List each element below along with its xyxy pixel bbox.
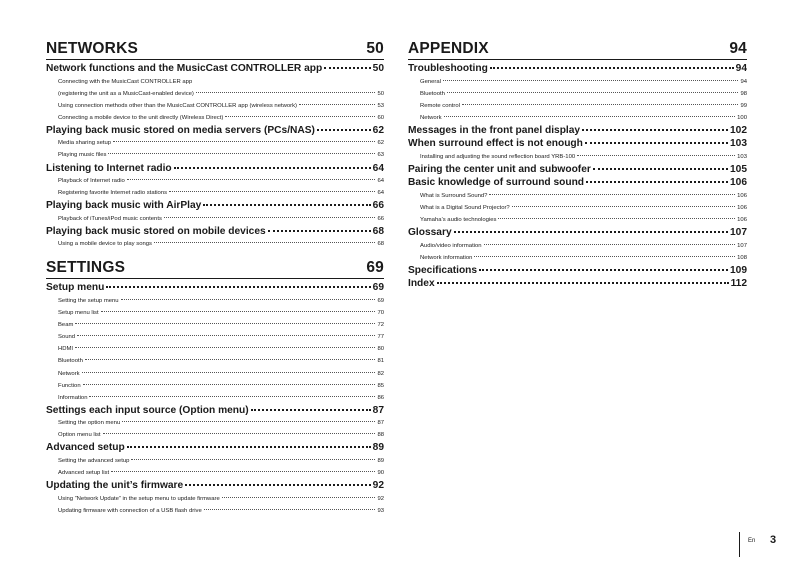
toc-subitem[interactable]: [46, 417, 384, 429]
toc-section-label: Playing back music stored on media servers (PCs/NAS): [46, 124, 315, 136]
dot-leader: [75, 323, 375, 324]
toc-subitem[interactable]: [46, 493, 384, 505]
toc-section[interactable]: [408, 227, 747, 240]
dot-leader: [454, 231, 728, 233]
toc-section-label: Glossary: [408, 227, 452, 239]
toc-section-page: 107: [730, 227, 747, 239]
toc-subitem-label: Information: [58, 394, 88, 401]
toc-section-label: Playing back music with AirPlay: [46, 200, 202, 212]
toc-chapter: [46, 40, 384, 250]
dot-leader: [444, 116, 736, 117]
toc-subitem[interactable]: [46, 455, 384, 467]
toc-section-page: 112: [730, 278, 747, 290]
toc-subitem[interactable]: [46, 112, 384, 124]
toc-subitem-label: Network: [420, 114, 442, 121]
toc-subitem-label: Bluetooth: [420, 90, 445, 97]
toc-subitem-label: Using connection methods other than the MusicCast CONTROLLER app (wireless network): [58, 102, 297, 109]
toc-subitem[interactable]: [46, 429, 384, 441]
toc-subitem[interactable]: [46, 175, 384, 187]
dot-leader: [89, 396, 375, 397]
dot-leader: [122, 421, 375, 422]
toc-subitem-page: 64: [377, 190, 384, 197]
toc-subitem-label: Setting the setup menu: [58, 297, 119, 304]
toc-subitem-page: 86: [377, 394, 384, 401]
toc-subitem[interactable]: [408, 76, 747, 88]
toc-section-label: Basic knowledge of surround sound: [408, 177, 585, 189]
toc-subitem-label: Bluetooth: [58, 358, 83, 365]
toc-subitem-label: (registering the unit as a MusicCast-enabled device): [58, 90, 194, 97]
toc-subitem-label[interactable]: Connecting with the MusicCast CONTROLLER app: [58, 78, 193, 85]
dot-leader: [154, 242, 375, 243]
toc-subitem-page: 50: [377, 90, 384, 97]
toc-section[interactable]: [408, 125, 747, 138]
toc-subitem[interactable]: [46, 355, 384, 367]
toc-subitem-page: 80: [377, 346, 384, 353]
toc-subitem-label: Network: [58, 370, 80, 377]
dot-leader: [169, 191, 375, 192]
dot-leader: [82, 372, 376, 373]
dot-leader: [582, 129, 728, 131]
toc-section[interactable]: [408, 265, 747, 278]
toc-subitem-label: Audio/video information: [420, 242, 482, 249]
footer-language: En: [748, 538, 756, 544]
toc-subitem[interactable]: [408, 252, 747, 264]
toc-section-page: 94: [735, 63, 747, 74]
dot-leader: [103, 433, 376, 434]
dot-leader: [268, 230, 371, 232]
dot-leader: [489, 194, 735, 195]
toc-subitem-label: Setup menu list: [58, 310, 99, 317]
toc-section[interactable]: [408, 177, 747, 190]
toc-subitem-page: 77: [377, 334, 384, 341]
dot-leader: [479, 269, 728, 271]
toc-section-label: Messages in the front panel display: [408, 124, 581, 136]
toc-section[interactable]: [408, 138, 747, 151]
toc-subitem-label: Setting the option menu: [58, 420, 121, 427]
dot-leader: [251, 409, 371, 411]
toc-section-label: Listening to Internet radio: [46, 162, 172, 174]
toc-subitem-page: 100: [737, 114, 747, 121]
toc-subitem-page: 68: [377, 241, 384, 248]
toc-subitem[interactable]: [46, 331, 384, 343]
toc-subitem[interactable]: [46, 343, 384, 355]
toc-subitem[interactable]: [408, 202, 747, 214]
dot-leader: [447, 92, 739, 93]
chapter-heading[interactable]: [408, 40, 747, 60]
footer-divider: [739, 532, 740, 557]
toc-section-page: 64: [372, 162, 384, 174]
toc-subitem[interactable]: [408, 190, 747, 202]
toc-subitem[interactable]: [408, 240, 747, 252]
toc-subitem-page: 90: [377, 470, 384, 477]
toc-subitem-label: Beam: [58, 322, 74, 329]
toc-subitem[interactable]: [408, 214, 747, 226]
toc-section-page: 66: [372, 200, 384, 212]
toc-subitem-label: What is Surround Sound?: [420, 192, 488, 199]
dot-leader: [121, 299, 376, 300]
toc-subitem-label: Playback of Internet radio: [58, 178, 125, 185]
toc-section-page: 105: [730, 163, 747, 175]
toc-subitem-page: 62: [377, 140, 384, 147]
toc-section-label: When surround effect is not enough: [408, 138, 583, 150]
toc-subitem[interactable]: [408, 100, 747, 112]
dot-leader: [222, 497, 376, 498]
toc-subitem-page: 99: [740, 102, 747, 109]
chapter-page: 50: [366, 40, 384, 57]
dot-leader: [101, 311, 376, 312]
toc-subitem[interactable]: [46, 149, 384, 161]
toc-subitem-label: Yamaha’s audio technologies: [420, 217, 497, 224]
toc-section-page: 102: [730, 124, 747, 136]
toc-subitem[interactable]: [46, 295, 384, 307]
toc-subitem-page: 60: [377, 114, 384, 121]
chapter-page: 94: [729, 40, 747, 57]
toc-section-page: 50: [372, 63, 384, 74]
toc-subitem-page: 88: [377, 432, 384, 439]
toc-subitem-label: Using a mobile device to play songs: [58, 241, 152, 248]
toc-subitem[interactable]: [46, 319, 384, 331]
toc-subitem-page: 53: [377, 102, 384, 109]
toc-section-label: Settings each input source (Option menu): [46, 404, 249, 416]
toc-subitem-page: 106: [737, 205, 747, 212]
toc-subitem-page: 108: [737, 254, 747, 261]
toc-subitem-label: Remote control: [420, 102, 460, 109]
toc-section-page: 106: [730, 177, 747, 189]
dot-leader: [474, 256, 735, 257]
dot-leader: [299, 104, 375, 105]
toc-section-page: 89: [372, 442, 384, 454]
toc-section[interactable]: [408, 63, 747, 76]
toc-section[interactable]: [46, 226, 384, 239]
dot-leader: [111, 471, 375, 472]
toc-subitem[interactable]: [46, 505, 384, 517]
chapter-title: APPENDIX: [408, 40, 489, 57]
toc-section[interactable]: [46, 480, 384, 493]
toc-subitem-page: 63: [377, 152, 384, 159]
toc-section[interactable]: [408, 278, 747, 291]
toc-subitem[interactable]: [46, 467, 384, 479]
toc-subitem-page: 103: [737, 153, 747, 160]
toc-section-label: Index: [408, 278, 435, 290]
toc-subitem[interactable]: [46, 213, 384, 225]
toc-subitem[interactable]: [408, 151, 747, 163]
toc-chapter: [46, 259, 384, 516]
toc-subitem-label: What is a Digital Sound Projector?: [420, 205, 510, 212]
toc-subitem-label: Function: [58, 382, 81, 389]
toc-chapter: [408, 40, 747, 291]
toc-right-column: [408, 40, 747, 300]
toc-section[interactable]: [408, 164, 747, 177]
toc-subitem-label: HDMI: [58, 346, 74, 353]
toc-subitem-page: 66: [377, 215, 384, 222]
dot-leader: [593, 168, 728, 170]
toc-section-page: 109: [730, 264, 747, 276]
dot-leader: [443, 80, 738, 81]
dot-leader: [131, 459, 375, 460]
toc-section[interactable]: [46, 405, 384, 418]
toc-subitem-label: Network information: [420, 254, 473, 261]
toc-section-page: 103: [730, 138, 747, 150]
dot-leader: [203, 204, 370, 206]
toc-subitem-page: 92: [377, 495, 384, 502]
dot-leader: [462, 104, 738, 105]
toc-section-label: Setup menu: [46, 282, 105, 294]
toc-subitem[interactable]: [408, 112, 747, 124]
toc-subitem-page: 82: [377, 370, 384, 377]
toc-section[interactable]: [46, 63, 384, 76]
toc-subitem[interactable]: [46, 380, 384, 392]
toc-subitem[interactable]: [46, 88, 384, 100]
toc-left-column: [46, 40, 384, 526]
toc-subitem-label: Setting the advanced setup: [58, 457, 130, 464]
toc-subitem-label: Media sharing setup: [58, 140, 112, 147]
toc-section-label: Troubleshooting: [408, 63, 488, 74]
dot-leader: [108, 153, 375, 154]
toc-subitem-page: 70: [377, 310, 384, 317]
dot-leader: [577, 155, 735, 156]
toc-section[interactable]: [46, 125, 384, 138]
toc-subitem-label: Installing and adjusting the sound reflection board YRB-100: [420, 153, 576, 160]
toc-subitem-label: Advanced setup list: [58, 470, 110, 477]
dot-leader: [185, 484, 370, 486]
dot-leader: [127, 179, 376, 180]
toc-subitem-label: Using “Network Update” in the setup menu to update firmware: [58, 495, 220, 502]
dot-leader: [164, 217, 376, 218]
toc-section[interactable]: [46, 282, 384, 295]
toc-subitem-page: 93: [377, 507, 384, 514]
dot-leader: [324, 67, 370, 69]
toc-section-page: 69: [372, 282, 384, 294]
toc-subitem[interactable]: [408, 88, 747, 100]
toc-subitem-label: General: [420, 78, 441, 85]
chapter-page: 69: [366, 259, 384, 277]
toc-section[interactable]: [46, 442, 384, 455]
toc-subitem-page: 85: [377, 382, 384, 389]
toc-section-label: Specifications: [408, 264, 478, 276]
dot-leader: [196, 92, 376, 93]
toc-subitem-page: 81: [377, 358, 384, 365]
toc-subitem-label: Connecting a mobile device to the unit directly (Wireless Direct): [58, 114, 224, 121]
dot-leader: [113, 141, 375, 142]
toc-subitem-label: Option menu list: [58, 432, 101, 439]
chapter-title: SETTINGS: [46, 259, 126, 277]
dot-leader: [174, 167, 371, 169]
toc-subitem[interactable]: [46, 392, 384, 404]
toc-section-page: 92: [372, 480, 384, 492]
toc-section-label: Pairing the center unit and subwoofer: [408, 163, 591, 175]
toc-section[interactable]: [46, 163, 384, 176]
toc-subitem[interactable]: [46, 238, 384, 250]
toc-subitem[interactable]: [46, 137, 384, 149]
toc-subitem[interactable]: [46, 307, 384, 319]
toc-subitem[interactable]: [46, 368, 384, 380]
toc-subitem-label: Sound: [58, 334, 76, 341]
toc-section-label: Advanced setup: [46, 442, 125, 454]
toc-subitem-page: 106: [737, 192, 747, 199]
dot-leader: [317, 129, 371, 131]
toc-subitem-label: Playing music files: [58, 152, 107, 159]
dot-leader: [484, 244, 736, 245]
toc-section-label: Playing back music stored on mobile devices: [46, 225, 266, 237]
dot-leader: [490, 67, 734, 69]
toc-section[interactable]: [46, 200, 384, 213]
dot-leader: [586, 181, 728, 183]
page-number: 3: [770, 534, 777, 546]
dot-leader: [77, 335, 375, 336]
toc-subitem[interactable]: [46, 187, 384, 199]
dot-leader: [585, 142, 728, 144]
toc-subitem-label: Playback of iTunes/iPod music contents: [58, 215, 162, 222]
dot-leader: [85, 359, 376, 360]
dot-leader: [83, 384, 376, 385]
dot-leader: [437, 282, 729, 284]
chapter-title: NETWORKS: [46, 40, 139, 57]
dot-leader: [204, 509, 376, 510]
dot-leader: [106, 286, 370, 288]
toc-section-page: 68: [372, 225, 384, 237]
toc-subitem-label: Registering favorite Internet radio stations: [58, 190, 168, 197]
toc-subitem-page: 72: [377, 322, 384, 329]
toc-subitem-page: 64: [377, 178, 384, 185]
dot-leader: [127, 446, 371, 448]
toc-section-page: 87: [372, 404, 384, 416]
chapter-heading[interactable]: [46, 259, 384, 279]
toc-subitem-page: 106: [737, 217, 747, 224]
toc-section-label: Updating the unit’s firmware: [46, 480, 184, 492]
dot-leader: [498, 218, 735, 219]
toc-subitem[interactable]: [46, 100, 384, 112]
toc-subitem-page: 87: [377, 420, 384, 427]
toc-section-label: Network functions and the MusicCast CONTROLLER app: [46, 63, 323, 74]
dot-leader: [75, 347, 375, 348]
toc-section-page: 62: [372, 124, 384, 136]
toc-subitem-page: 69: [377, 297, 384, 304]
toc-subitem-label: Updating firmware with connection of a USB flash drive: [58, 507, 202, 514]
dot-leader: [225, 116, 375, 117]
dot-leader: [512, 206, 735, 207]
toc-subitem-page: 89: [377, 457, 384, 464]
toc-subitem-page: 107: [737, 242, 747, 249]
chapter-heading[interactable]: [46, 40, 384, 60]
toc-subitem-page: 98: [740, 90, 747, 97]
toc-subitem-page: 94: [740, 78, 747, 85]
